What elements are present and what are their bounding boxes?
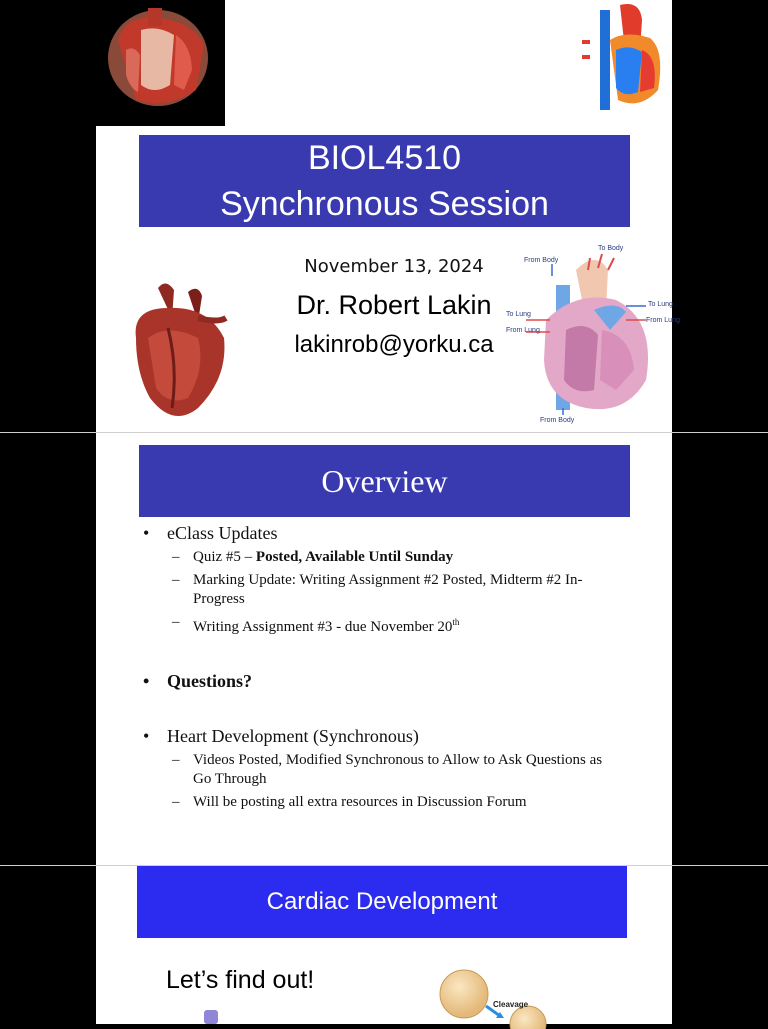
sub-quiz5 [140,548,620,567]
cardiac-development-title: Cardiac Development [137,866,627,938]
anatomical-heart-image [128,278,230,426]
title-banner [139,135,630,227]
presenter-name: Dr. Robert Lakin [296,290,492,320]
label-from-lung-right: From Lung [646,317,680,324]
course-code: BIOL4510 [307,139,462,177]
quiz-status: Posted, Available Until Sunday [255,549,454,565]
label-to-body: To Body [598,245,624,252]
sub-writing-assignment3 [140,613,620,637]
sub-extra-resources: – Will be posting all extra resources in Discussion Forum [140,793,620,812]
cleavage-diagram [436,970,566,1024]
heart-cutaway-image [96,0,225,126]
label-from-body-top: From Body [524,257,559,264]
lets-find-out-text: Let’s find out! [166,966,315,994]
bullet-questions: • Questions? [140,671,620,692]
heart-flow-diagram-small [580,0,672,120]
slide-title [96,0,680,432]
session-date: November 13, 2024 [304,256,484,277]
slide-overview [96,433,672,865]
slide-cardiac-development [96,866,672,1024]
label-to-lung-right: To Lung [648,301,673,308]
bullet-heart-development: • Heart Development (Synchronous) [140,726,620,747]
session-title: Synchronous Session [220,185,549,223]
sub-marking-update: – Marking Update: Writing Assignment #2 Posted, Midterm #2 In-Progress [140,571,620,609]
overview-title: Overview [139,445,630,517]
label-to-lung-left: To Lung [506,311,531,318]
overview-bullet-list [140,523,620,812]
assignment-sup: th [452,617,460,627]
label-from-body-bottom: From Body [540,417,575,424]
assignment-text: Writing Assignment #3 - due November 20 [193,619,453,635]
quiz-prefix: Quiz #5 – [193,549,256,565]
label-from-lung-left: From Lung [506,327,540,334]
heart-blood-flow-diagram [506,240,680,430]
purple-cell-icon [204,1010,218,1024]
bullet-eclass-updates: • eClass Updates [140,523,620,544]
presenter-email: lakinrob@yorku.ca [294,331,494,358]
sub-videos-posted: – Videos Posted, Modified Synchronous to Allow to Ask Questions as Go Through [140,751,620,789]
cleavage-label: Cleavage [493,1000,529,1009]
